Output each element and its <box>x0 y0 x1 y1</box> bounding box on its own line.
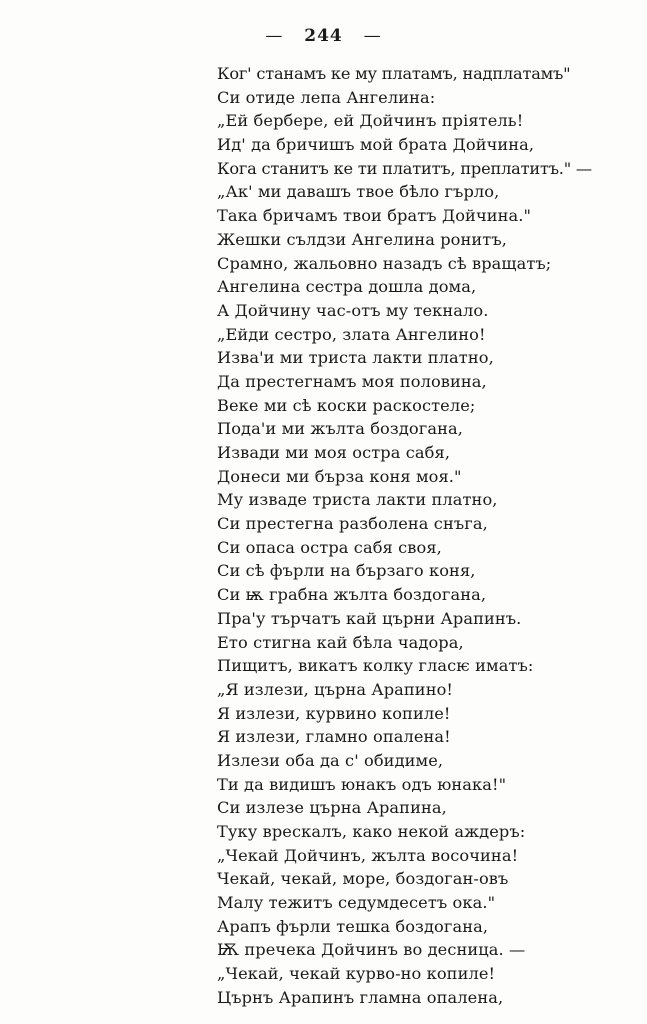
poem-line: „Ейди сестро, злата Ангелино! <box>217 324 486 344</box>
poem-line: Си излезе църна Арапина, <box>217 798 447 818</box>
poem-line: Чекай, чекай, море, боздоган-овъ <box>217 869 509 889</box>
poem-line: Кога станитъ ке ти платитъ, преплатитъ." — <box>217 158 592 178</box>
poem-line: Църнъ Арапинъ гламна опалена, <box>217 987 504 1007</box>
poem-line: Пищитъ, викатъ колку гласѥ иматъ: <box>217 656 534 676</box>
poem-line: Си ѭ грабна жълта боздогана, <box>217 585 487 605</box>
poem-line: Изва'и ми триста лакти платно, <box>217 348 494 368</box>
poem-line: „Чекай, чекай курво-но копиле! <box>217 964 496 984</box>
poem-line: Веке ми сѣ коски раскостеле; <box>217 395 476 415</box>
poem-line: Донеси ми бързa коня моя." <box>217 466 462 486</box>
poem-line: „Ей берберe, ей Дойчинъ пріятель! <box>217 111 524 131</box>
page-number: 244 <box>304 26 343 46</box>
poem-line: Си отиде лепа Ангелина: <box>217 87 436 107</box>
poem-line: Излези оба да с' обидиме, <box>217 750 444 770</box>
header-dash-right: — <box>363 26 382 46</box>
poem-line: Си опаса остра сабя своя, <box>217 537 442 557</box>
poem-line: Жешки сълдзи Ангелина ронитъ, <box>217 229 507 249</box>
poem-line: Да престегнамъ моя половина, <box>217 371 487 391</box>
poem-line: „Чекай Дойчинъ, жълта восочина! <box>217 845 519 865</box>
poem-line: Извади ми моя остра сабя, <box>217 443 451 462</box>
poem-line: Срамно, жальовно назадъ сѣ вращатъ; <box>217 253 552 273</box>
poem-line: Му изваде триста лакти платно, <box>217 490 498 510</box>
poem-line: Малу тежитъ седумдесетъ ока." <box>217 893 496 913</box>
poem-line: Си престегна разболена снъга, <box>217 514 488 534</box>
poem-line: Туку врескалъ, како некой аждеръ: <box>217 822 526 841</box>
poem-line: Така бричамъ твои братъ Дойчина." <box>217 206 532 226</box>
poem-line: Ти да видишъ юнакъ одъ юнака!" <box>217 774 507 794</box>
poem-line: Я излези, курвино копиле! <box>217 703 451 723</box>
poem-line: Ид' да бричишъ мой брата Дойчина, <box>217 135 535 155</box>
poem-line: „Я излези, църна Арапино! <box>217 679 454 699</box>
poem-line: Си сѣ фърли на бързаго коня, <box>217 561 476 581</box>
poem-line: „Ак' ми давашъ твое бѣло гърло, <box>217 182 500 202</box>
poem-line: А Дойчину час-отъ му текнало. <box>217 300 489 320</box>
poem-line: Ангелина сестра дошла дома, <box>217 277 477 297</box>
poem-line: Я излези, гламно опалена! <box>217 727 451 747</box>
page-header <box>0 26 647 46</box>
poem-text <box>217 62 597 1010</box>
header-dash-left: — <box>265 26 284 46</box>
poem-line: Пода'и ми жълта боздогана, <box>217 419 463 439</box>
poem-line: Пра'у търчатъ кай църни Арапинъ. <box>217 608 522 628</box>
poem-line: Арапъ фърли тешка боздогана, <box>217 916 489 936</box>
poem-line: Ког' станамъ ке му платамъ, надплатамъ" <box>217 64 571 83</box>
poem-line: Ѭ пречека Дойчинъ во десница. — <box>217 940 526 960</box>
poem-line: Ето стигна кай бѣла чадора, <box>217 632 464 652</box>
